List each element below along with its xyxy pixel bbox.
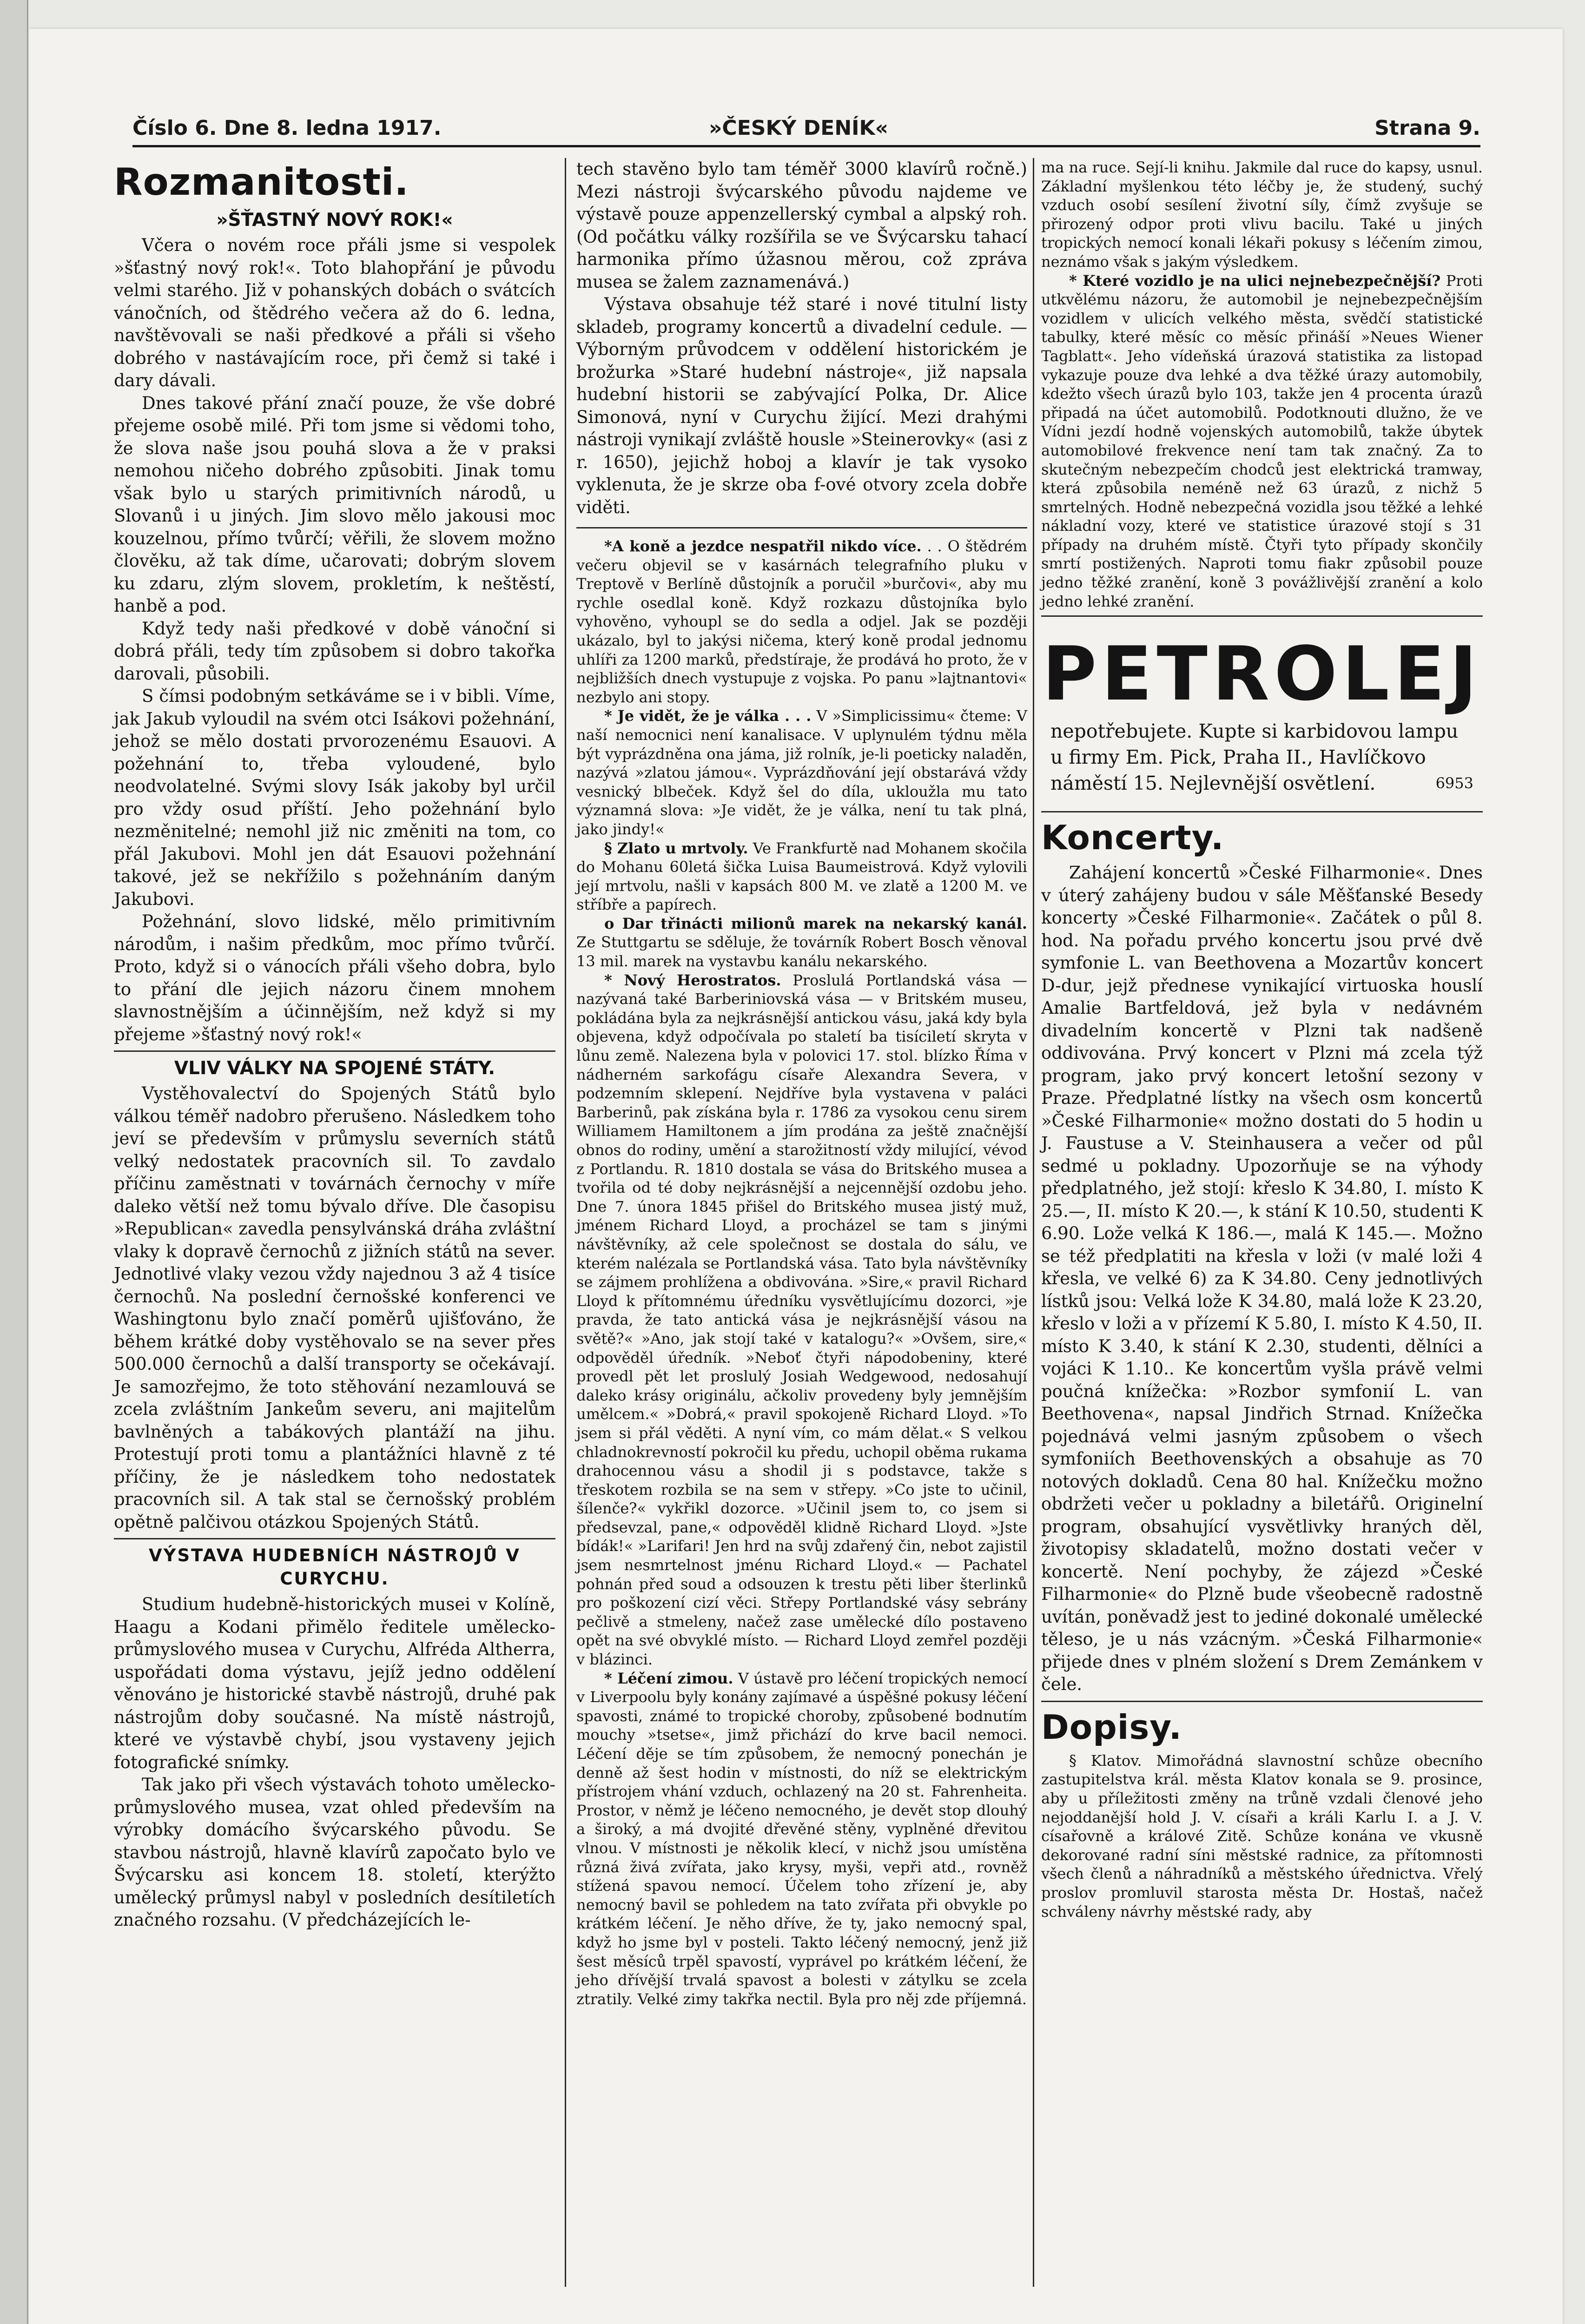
news-text: Proslulá Portlandská vása — nazývaná také Barberiniovská vása — v Britském museu, pokládána byla za nejkrásnější antickou vásu, jaká kdy byla objevena, když odpočívala po staletí ba tisíciletí skryta v lůnu země. Nalezena byla v polovici 17. stol. blízko Říma v nádherném sarkofágu císaře Alexandra Severa, v podzemním sklepení. Nejdříve byla vystavena v paláci Barberinů, pak získána byla r. 1786 za vysokou cenu sirem Williamem Hamiltonem a jím prodána za ještě značnější obnos do rodiny, umění a starožitností vždy milující, vévod z Portlandu. R. 1810 dostala se vása do Britského musea a tvořila od té doby nejkrásnější a nejcennější ozdobu jeho. Dne 7. února 1845 přišel do Britského musea jistý muž, jménem Richard Lloyd, a procházel se tam s jinými návštěvníky, až cele společnost se dostala do sálu, ve kterém nalézala se Portlandská vása. Tato byla návštěvníky se zájmem prohlížena a obdivována. »Sire,« pravil Richard Lloyd k přítomnému úředníku vysvětlujícímu dozorci, »je pravda, že tato antická vása je nejkrásnější vásou na světě?« »Ano, jak stojí také v katalogu?« »Ovšem, sire,« odpověděl úředník. »Neboť čtyři nápodobeniny, které provedl pět let proslulý Josiah Wedgewood, nedosahují daleko krásy originálu, ačkoliv provedeny byly jemnějším umělcem.« »Dobrá,« pravil spokojeně Richard Lloyd. »To jsem si přál věděti. A nyní vím, co mám dělat.« S velkou chladnokrevností pokročil ku předu, uchopil oběma rukama drahocennou vásu a shodil ji s podstavce, takže s třeskotem rozbila se na sem v střepy. »Co jste to učinil, šílenče?« vykřikl dozorce. »Učinil jsem to, co jsem si předsevzal, pane,« odpověděl klidně Richard Lloyd. »Jste bídák!« »Larifari! Jen hrd na svůj zdařený čin, nebot zajistil jsem nesmrtelnost jménu Richard Lloyd.« — Pachatel pohnán před soud a odsouzen k trestu pěti liber šterlinků pro poškození cizí věci. Střepy Portlandské vásy sebrány pečlivě a stmeleny, načež zase umělecké dílo postaveno opět na své obvyklé místo. — Richard Lloyd zemřel později v blázinci. [576, 971, 1028, 1669]
news-item [576, 1669, 1027, 2009]
news-text: V ústavě pro léčení tropických nemocí v Liverpoolu byly konány zajímavé a úspěšné pokusy léčení spavosti, známé to tropické choroby, způsobené bodnutím mouchy »tsetse«, jimž přichází do krve bacil nemoci. Léčení děje se tím způsobem, že nemocný ponechán je denně až šest hodin v místnosti, do níž se elektrickým přístrojem vhání vzduch, ochlazený na 20 st. Fahrenheita. Prostor, v němž je léčeno nemocného, je devět stop dlouhý a široký, a má dvojité dřevěné stěny, vyplněné dřevitou vlnou. V místnosti je několik klecí, v nichž jsou umístěna různá živá zvířata, jako krysy, myši, vepři atd., rovněž stížená spavou nemocí. Účelem toho zřízení je, aby nemocný bavil se pohledem na tato zvířata při obvykle po krátkém léčení. Je něho dříve, že ty, jako nemocný spal, když ho jsme byl v posteli. Takto léčený nemocný, jenž již šest měsíců trpěl spavostí, vyprável po krátkém léčení, že jeho dřívější trvalá spavost a bolesti v zátylku se zcela ztratily. Velké zimy takřka nectil. Byla pro něj zde příjemná. [576, 1669, 1027, 2008]
column-3 [1041, 158, 1483, 1921]
previous-page-edge [0, 0, 28, 2324]
section-heading-koncerty: Koncerty. [1041, 818, 1224, 858]
article-paragraph: Vystěhovalectví do Spojených Států bylo válkou téměř nadobro přerušeno. Následkem toho jeví se především v průmyslu severních států velký nedostatek pracovních sil. To zavdalo příčinu zaměstnati v továrnách černochy v míře daleko větší než tomu bývalo dříve. Dle časopisu »Republican« zavedla pensylvánská dráha zvláštní vlaky k dopravě černochů z jižních států na sever. Jednotlivé vlaky vezou vždy najednou 3 až 4 tisíce černochů. Na poslední černošské konferenci ve Washingtonu bylo značí poměrů ujišťováno, že během krátké doby vystěhovalo se na sever přes 500.000 černochů a další transporty se očekávají. Je samozřejmo, že toto stěhování nezamlouvá se zcela zvláštním Jankeům severu, ani majitelům bavlněných a tabákových plantáží na jihu. Protestují proti tomu a plantážníci hlavně z té příčiny, že je následkem toho nedostatek pracovních sil. A tak stal se černošský problém opětně palčivou otázkou Spojených Států. [114, 1083, 556, 1532]
ad-line [1050, 770, 1473, 796]
news-text: Ve Frankfurtě nad Mohanem skočila do Mohanu 60letá šička Luisa Baumeistrová. Když vylovili její mrtvolu, našli v kapsách 800 M. ve zlatě a 1200 M. ve stříbře a papírech. [576, 839, 1027, 914]
article-rule [114, 1538, 555, 1539]
column-divider [1033, 158, 1034, 2287]
column-2 [576, 158, 1027, 2008]
ad-line: u firmy Em. Pick, Praha II., Havlíčkovo [1050, 746, 1426, 769]
news-lede: § Zlato u mrtvoly. [604, 839, 748, 857]
header-rule [132, 145, 1480, 147]
news-text: Proti utkvělému názoru, že automobil je nejnebezpečnějším vozidlem v ulicích velkého města, svědčí statistické tabulky, které měsíc co měsíc přináší »Neues Wiener Tagblatt«. Jeho vídeňská úrazová statistika za listopad vykazuje pouze dva lehké a dva těžké úrazy automobily, kdežto všech úrazů bylo 103, takže jen 4 procenta úrazů připadá na účet automobilů. Podotknouti dlužno, že ve Vídni jezdí hodně vojenských automobilů, takže úbytek automobilové frekvence není tam tak značný. Za to skutečným nebezpečím chodců jest elektrická tramway, která způsobila neméně než 63 úrazů, z nichž 5 smrtelných. Hodně nebezpečná vozidla jsou těžké a lehké nákladní vozy, které ve statistice úrazové stojí s 31 případy na druhém místě. Čtyři tyto případy skončily smrtí postižených. Naproti tomu fiakr způsobil pouze jedno těžké zranění, koně 3 povážlivější zranění a kolo jedno lehké zranění. [1041, 271, 1483, 610]
news-item [1041, 158, 1483, 271]
news-item [576, 706, 1027, 838]
article-rule [114, 1050, 555, 1052]
article-paragraph: § Klatov. Mimořádná slavnostní schůze obecního zastupitelstva král. města Klatov konala se 9. prosince, aby u příležitosti změny na trůně vzdali členové jeho nejoddanější hold J. V. císaři a králi Karlu I. a J. V. císařovně a králové Zitě. Schůze konána ve vkusně dekorované radní síni městské radnice, za přítomnosti všech členů a náhradníků a městského úřednictva. Vřelý proslov promluvil starosta města Dr. Hostaš, načež schváleny návrhy městské rady, aby [1041, 1751, 1483, 1921]
article-paragraph: Když tedy naši předkové v době vánoční si dobrá přáli, tedy tím způsobem si dobro takořka darovali, působili. [114, 618, 555, 684]
page-header [132, 116, 1480, 144]
article-rule [1041, 811, 1483, 812]
ad-title: PETROLEJ [1042, 630, 1482, 718]
news-lede: * Nový Herostratos. [604, 971, 781, 989]
article-paragraph: Dnes takové přání značí pouze, že vše dobré přejeme osobě milé. Při tom jsme si vědomi toho, že slova naše jsou pouhá slova a že v praksi nemohou ničeho dobrého způsobiti. Jinak tomu však bylo u starých primitivních národů, u Slovanů i u jiných. Jim slovo mělo jakousi moc kouzelnou, přímo tvůrčí; věřili, že slovem možno člověku, až tak díme, učarovati; dobrým slovem ku zdaru, zlým slovem, prokletím, k neštěstí, hanbě a pod. [114, 393, 555, 616]
article-paragraph: Výstava obsahuje též staré i nové titulní listy skladeb, programy koncertů a divadelní cedule. — Výborným průvodcem v oddělení historickém je brožurka »Staré hudební nástroje«, již napsala hudební historii se zabývající Polka, Dr. Alice Simonová, nyní v Curychu žijící. Mezi drahými nástroji vynikají zvláště housle »Steinerovky« (asi z r. 1650), jejichž hoboj a klavír je tak vysoko vyklenuta, že je skrze oba f-ové otvory zcela dobře viděti. [576, 294, 1027, 517]
article-paragraph: Zahájení koncertů »České Filharmonie«. Dnes v úterý zahájeny budou v sále Měšťanské Besedy koncerty »České Filharmonie«. Začátek o půl 8. hod. Na pořadu prvého koncertu jsou prvé dvě symfonie L. van Beethovena a Mozartův koncert D-dur, jejž přednese vynikající virtuoska houslí Amalie Bartfeldová, jež byla v nedávném divadelním koncertě v Plzni tak nadšeně oddivována. Prvý koncert v Plzni má zcela týž program, jako prvý koncert letošní sezony v Praze. Předplatné lístky na všech osm koncertů »České Filharmonie« možno dostati do 5 hodin u J. Faustuse a V. Steinhausera a večer od půl sedmé u pokladny. Upozorňuje se na výhody předplatného, jež stojí: křeslo K 34.80, I. místo K 25.—, II. místo K 20.—, k stání K 10.50, studenti K 6.90. Lože velká K 186.—, malá K 145.—. Možno se též předplatiti na křesla v loži (v malé loži 4 křesla, ve velké 6) za K 34.80. Ceny jednotlivých lístků jsou: Velká lože K 34.80, malá lože K 23.20, křeslo v loži a v přízemí K 5.80, I. místo K 4.50, II. místo K 3.40, k stání K 2.30, studenti, dělníci a vojáci K 1.10.. Ke koncertům vyšla právě velmi poučná knížečka: »Rozbor symfonií L. van Beethovena«, napsal Jindřich Strnad. Knížečka pojednává velmi jasným způsobem o všech symfoniích Beethovenských a obsahuje as 70 notových dokladů. Cena 80 hal. Knížečku možno obdržeti večer u pokladny a biletářů. Originelní program, obsahující vysvětlivky hraných děl, životopisy skladatelů, možno dostati večer v koncertě. Není pochyby, že zájezd »České Filharmonie« do Plzně bude všeobecně radostně uvítán, poněvadž jest to jediné dokonalé umělecké těleso, je u nás vzácným. »Česká Filharmonie« přijede dnes v plném složení s Drem Zemánkem v čele. [1041, 863, 1483, 1695]
column-divider [565, 158, 566, 2287]
article-paragraph: Tak jako při všech výstavách tohoto umělecko-průmyslového musea, vzat ohled především na výrobky domácího švýcarského původu. Se stavbou nástrojů, hlavně klavírů započato bylo ve Švýcarsku asi koncem 18. století, kterýžto umělecký průmysl nabyl v posledních desítiletích značného rozsahu. (V předcházejících le- [114, 1775, 555, 1930]
article-paragraph: Včera o novém roce přáli jsme si vespolek »šťastný nový rok!«. Toto blahopřání je původu velmi starého. Již v pohanských dobách o svátcích vánočních, od štědrého večera až do 6. ledna, navštěvovali se naši předkové a přáli si všeho dobrého v nastávajícím roce, při čemž si také i dary dávali. [114, 235, 555, 390]
article-rule [1041, 1701, 1483, 1702]
news-lede: *A koně a jezdce nespatřil nikdo více. [604, 537, 922, 555]
news-item [576, 914, 1027, 971]
page-number: Strana 9. [1374, 116, 1480, 140]
newspaper-title: »ČESKÝ DENÍK« [709, 116, 889, 140]
article-paragraph: Požehnání, slovo lidské, mělo primitivním národům, i našim předkům, moc přímo tvůrčí. Proto, když si o vánocích přáli všeho dobra, bylo to přání dle jejich názoru činem mnohem slavnostnějším a účinnějším, než když si my přejeme »šťastný nový rok!« [114, 911, 555, 1044]
article-rule [1041, 615, 1483, 617]
article-rule [576, 527, 1027, 528]
news-item [576, 839, 1027, 914]
section-heading-rozmanitosti: Rozmanitosti. [114, 160, 409, 204]
column-1 [114, 158, 555, 1932]
news-text: Ze Stuttgartu se sděluje, že továrník Robert Bosch věnoval 13 mil. marek na vystavbu kanálu nekarského. [576, 933, 1027, 971]
news-text: V »Simplicissimu« čteme: V naší nemocnici není kanalisace. V uplynulém týdnu měla být vyprázdněna ona jáma, již rolník, je-li poeticky naladěn, nazývá »zlatou jámou«. Vyprázdňování její obstarává vždy vesnický blbeček. Když šel do díla, ukloužla mu tato významná slova: »Je vidět, že je válka, není tu tak plná, jako jindy!« [576, 707, 1027, 838]
article-paragraph: Studium hudebně-historických musei v Kolíně, Haagu a Kodani přimělo ředitele umělecko-průmyslového musea v Curychu, Alfréda Altherra, uspořádati doma výstavu, jejíž jedno oddělení věnováno je historické stavbě nástrojů, druhé pak nástrojům doby současné. Na místě nástrojů, které ve výstavbě chybí, jsou vystaveny jejich fotografické snímky. [114, 1594, 555, 1772]
news-lede: * Léčení zimou. [604, 1669, 733, 1687]
article-heading: »ŠŤASTNÝ NOVÝ ROK!« [216, 210, 453, 231]
ad-line: nepotřebujete. Kupte si karbidovou lampu [1050, 720, 1459, 743]
article-heading: VÝSTAVA HUDEBNÍCH NÁSTROJŮ V CURYCHU. [149, 1545, 521, 1589]
issue-date: Číslo 6. Dne 8. ledna 1917. [132, 116, 442, 140]
news-item [1041, 271, 1483, 611]
news-lede: * Je vidět, že je válka . . . [604, 707, 812, 725]
news-lede: * Které vozidlo je na ulici nejnebezpečnější? [1069, 271, 1441, 290]
ad-address: náměstí 15. Nejlevnější osvětlení. [1050, 772, 1376, 795]
article-heading: VLIV VÁLKY NA SPOJENÉ STÁTY. [174, 1058, 495, 1079]
section-heading-dopisy: Dopisy. [1041, 1707, 1182, 1747]
news-item [576, 971, 1027, 1669]
petrolej-advertisement [1041, 626, 1483, 802]
ad-code: 6953 [1435, 774, 1473, 792]
news-text: . . O štědrém večeru objevil se v kasárnách telegrafního pluku v Treptově v Berlíně důstojník a poručil »burčovi«, aby mu rychle osedlal koně. Když rozkazu důstojníka bylo vyhověno, vyhoupl se do sedla a odjel. Jak se později ukázalo, byl to jakýsi ničema, který koně prodal jednomu uhlíři za 1200 marků, předstíraje, že prodává ho proto, že v nejbližších dnech vystupuje z vojska. Po panu »lajtnantovi« nezbylo ani stopy. [576, 537, 1028, 706]
ad-text [1041, 718, 1483, 796]
news-item [576, 537, 1027, 706]
article-paragraph: tech stavěno bylo tam téměř 3000 klavírů ročně.) Mezi nástroji švýcarského původu najdeme ve výstavě pouze appenzellerský cymbal a alpský roh. (Od počátku války rozšířila se ve Švýcarsku tahací harmonika přímo úžasnou měrou, což zpráva musea se žalem zaznamenává.) [576, 159, 1027, 292]
news-lede: o Dar třinácti milionů marek na nekarský kanál. [604, 914, 1027, 932]
news-text: ma na ruce. Sejí-li knihu. Jakmile dal ruce do kapsy, usnul. Základní myšlenkou této léčby je, že studený, suchý vzduch osobí sesílení životní síly, čímž zvyšuje se přirozený odpor proti vlivu bacilu. Také u jiných tropických nemocí konali lékaři pokusy s léčením zimou, neznámo však s jakým výsledkem. [1041, 158, 1483, 271]
article-paragraph: S čímsi podobným setkáváme se i v bibli. Víme, jak Jakub vyloudil na svém otci Isákovi požehnání, jehož se mělo dostati prvorozenému Esauovi. A požehnání to, třeba vyloudené, bylo neodvolatelné. Svými slovy Isák jakoby byl určil pro vždy osud příští. Jeho požehnání bylo nezměnitelné; nemohl již nic změniti na tom, co přál Jakubovi. Mohl jen dát Esauovi požehnání takové, jež se nekřížilo s požehnáním daným Jakubovi. [114, 686, 555, 909]
